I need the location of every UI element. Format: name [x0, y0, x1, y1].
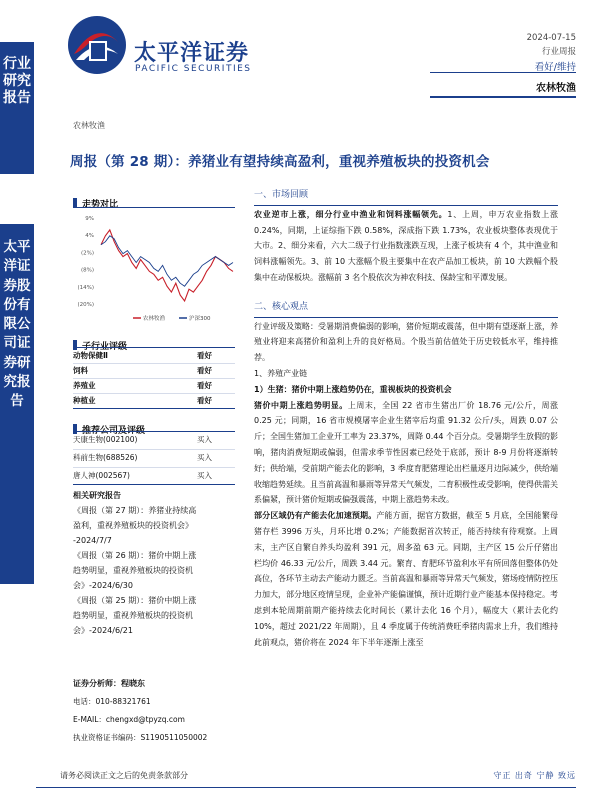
logo-icon — [66, 14, 128, 76]
paragraph: 1、养殖产业链 — [254, 368, 308, 378]
side-ribbon-bottom — [0, 224, 34, 584]
trend-heading: 走势对比 — [73, 192, 235, 211]
related-line: 会》-2024/6/21 — [73, 626, 133, 635]
table-row: 饲料 看好 — [73, 366, 212, 375]
section-heading: 二、核心观点 — [254, 301, 309, 312]
y-tick-label: (2%) — [80, 250, 94, 257]
divider — [73, 484, 235, 485]
analyst-cert: 执业资格证书编码：S1190511050002 — [73, 733, 208, 742]
analyst-info — [73, 675, 243, 747]
paragraph: 猪价中期上涨趋势明显。上周末，全国 22 省市生猪出厂价 18.76 元/公斤，周涨 0.25 元；同期，16 省市规模屠宰企业生猪宰后均重 91.32 公斤/头，周跌 0.07 公斤；全国生猪加工企业开工率为 23.37%，周降 0.44 个百分点。受暑期学生放假的影响，猪肉消费短期或偏弱，但需求季节性因素已经处于底部，预计 8-9 月份将逐渐转好；供给端，受前期产能去化的影响，3 季度育肥猪理论出栏量逐月边际减少，供给端收缩趋势延续。且当前高温和暴雨等异常天气频发，二育积极性或受影响，使得供需关系偏紧，预计猪价短期或偏强震荡，中期上涨趋势未改。 — [254, 400, 558, 505]
paragraph: 行业评级及策略：受暑期消费偏弱的影响，猪价短期或震荡，但中期有望逐渐上涨，养殖业将迎来高猪价和盈利上升的良好格局。个股当前估值处于历史较低水平，维持推荐。 — [254, 321, 558, 363]
divider — [254, 317, 558, 318]
trend-chart — [73, 212, 235, 324]
page-title: 周报（第 28 期）：养猪业有望持续高盈利，重视养殖板块的投资机会 — [70, 154, 490, 170]
divider — [73, 207, 235, 208]
subheading: 1）生猪：猪价中期上涨趋势仍在，重视板块的投资机会 — [254, 384, 452, 394]
table-row: 唐人神(002567) 买入 — [73, 471, 212, 480]
divider — [254, 205, 558, 206]
footer-divider — [36, 787, 576, 788]
section-heading: 一、市场回顾 — [254, 190, 309, 200]
related-line: -2024/7/7 — [73, 536, 112, 545]
y-tick-label: (20%) — [77, 302, 94, 308]
legend-label: 农林牧渔 — [143, 316, 166, 322]
report-date: 2024-07-15 — [526, 33, 576, 43]
table-row: 科前生物(688526) 买入 — [73, 453, 212, 462]
related-line: 盈利，重视养殖板块的投资机会》 — [73, 521, 193, 530]
related-heading: 相关研究报告 — [73, 491, 121, 500]
related-line: 《周报（第 27 期）：养猪业持续高 — [73, 506, 197, 515]
report-type: 行业周报 — [541, 47, 576, 57]
y-tick-label: (8%) — [80, 267, 94, 274]
side-label-industry: 行业研究报告 — [3, 56, 31, 106]
body-text — [254, 188, 558, 650]
y-tick-label: 9% — [85, 216, 94, 222]
paragraph: 农业逆市上涨，细分行业中渔业和饲料涨幅领先。1、上周，申万农业指数上涨 0.24%，同期，上证综指下跌 0.58%，深成指下跌 1.73%，农业板块整体表现优于大市。2、细分来看，六大二级子行业指数涨跌互现，上涨子板块有 4 个，其中渔业和饲料涨幅领先。3、前 10 大涨幅个股主要集中在农产品加工板块，前 10 大跌幅个股集中在动保板块。涨幅前 3 名个股依次为神农科技、保龄宝和平潭发展。 — [254, 209, 559, 282]
related-line: 《周报（第 25 期）：猪价中期上涨 — [73, 596, 197, 605]
y-tick-label: (14%) — [77, 284, 94, 291]
side-label-company: 太平洋证券股份有限公司证券研究报告 — [3, 239, 31, 410]
y-tick-label: 4% — [85, 233, 94, 240]
recommend-heading: 推荐公司及评级 — [73, 418, 235, 437]
industry-sector: 农林牧渔 — [536, 83, 576, 94]
related-line: 趋势明显，重视养殖板块的投资机 — [73, 611, 193, 620]
analyst-heading: 证券分析师：程晓东 — [73, 679, 145, 688]
logo-name-en: PACIFIC SECURITIES — [135, 64, 252, 74]
logo-name-cn: 太平洋证券 — [134, 41, 250, 66]
analyst-phone: 电话：010-88321761 — [73, 697, 151, 706]
table-row: 养殖业 看好 — [73, 381, 212, 390]
series-line-0 — [101, 230, 233, 301]
header-divider-bold — [430, 96, 576, 98]
table-row: 天康生物(002100) 买入 — [73, 435, 212, 444]
table-row: 种植业 看好 — [73, 396, 212, 405]
paragraph: 部分区域仍有产能去化加速预期。产能方面，据官方数据，截至 5 月底，全国能繁母猪存栏 3996 万头，月环比增 0.2%；产能数据首次转正，能否持续有待观察。上周末，主产区自繁自养头均盈利 391 元，周多盈 63 元。同期，主产区 15 公斤仔猪出栏均价 46.33 元/公斤，周跌 3.44 元。繁育、育肥环节盈利水平有所回落但整体仍处高位，各环节主动去产能动力匮乏。当前高温和暴雨等异常天气频发，猪场疫情防控压力加大，部分地区疫情呈现，企业补产能偏谨慎，预计近期行业产能基本保持稳定。考虑到本轮周期前期产能持续去化时间长（累计去化 16 个月），幅度大（累计去化约 10%，超过 2021/22 年周期），且 4 季度属于传统消费旺季猪肉需求上升，我们维持此前观点，猪价将在 2024 年下半年逐渐上涨至 — [254, 511, 558, 647]
divider — [73, 408, 235, 409]
sub-rating-heading: 子行业评级 — [73, 334, 235, 353]
motto: 守正 出奇 宁静 致远 — [493, 771, 576, 780]
table-row: 动物保健Ⅱ 看好 — [73, 351, 212, 360]
industry-rating: 看好/维持 — [534, 62, 576, 73]
related-line: 会》-2024/6/30 — [73, 581, 133, 590]
related-line: 《周报（第 26 期）：猪价中期上涨 — [73, 551, 197, 560]
related-line: 趋势明显，重视养殖板块的投资机 — [73, 566, 193, 575]
breadcrumb: 农林牧渔 — [73, 121, 105, 130]
legend-label: 沪深300 — [189, 316, 211, 322]
related-reports — [73, 488, 243, 638]
analyst-email: E-MAIL：chengxd@tpyzq.com — [73, 715, 185, 724]
side-ribbon-top — [0, 42, 34, 174]
disclaimer: 请务必阅读正文之后的免责条款部分 — [60, 771, 188, 780]
